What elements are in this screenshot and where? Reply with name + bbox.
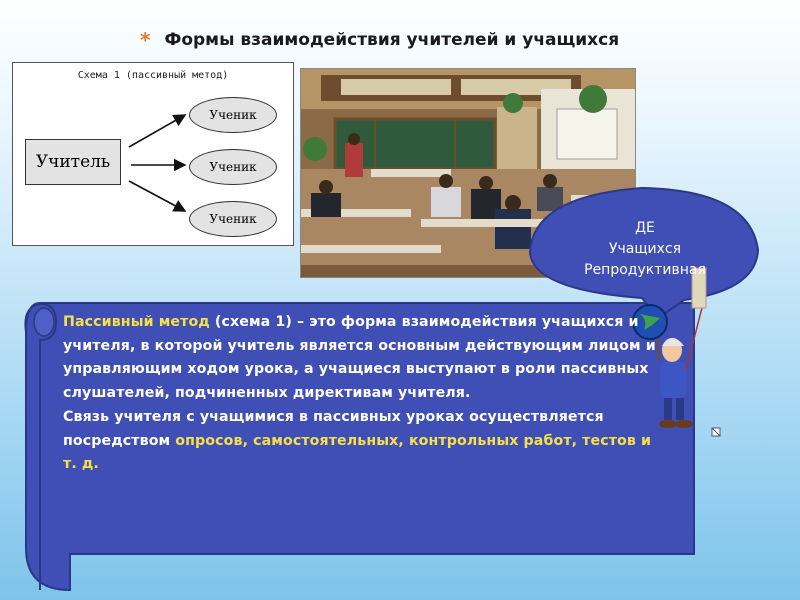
bubble-text <box>560 218 730 281</box>
definition-rest: (схема 1) – это форма взаимодействия учащихся и учителя, в которой учитель является основным действующим лицом и управляющим ходом урока, а учащиеся выступают в роли пассивных слушателей, подчиненных директивам учителя. <box>63 314 656 402</box>
bubble-line-3: Репродуктивная <box>584 262 706 278</box>
student-node-2: Ученик <box>189 149 277 185</box>
methods-list: опросов, самостоятельных, контрольных работ, тестов и т. д. <box>63 432 652 473</box>
title-text: Формы взаимодействия учителей и учащихся <box>164 30 620 50</box>
bubble-line-1: ДЕ <box>635 220 655 236</box>
term-passive-method: Пассивный метод <box>63 314 210 330</box>
definition-text <box>63 311 663 477</box>
sparkle-icon <box>712 428 720 436</box>
diagram-caption: Схема 1 (пассивный метод) <box>77 70 229 81</box>
student-node-1: Ученик <box>189 97 277 133</box>
title-bullet-icon: * <box>140 28 151 52</box>
relation-text: Связь учителя с учащимися в пассивных уроках осуществляется посредством <box>63 408 604 449</box>
teacher-box: Учитель <box>25 139 121 185</box>
student-node-3: Ученик <box>189 201 277 237</box>
bubble-line-2: Учащихся <box>608 241 682 257</box>
